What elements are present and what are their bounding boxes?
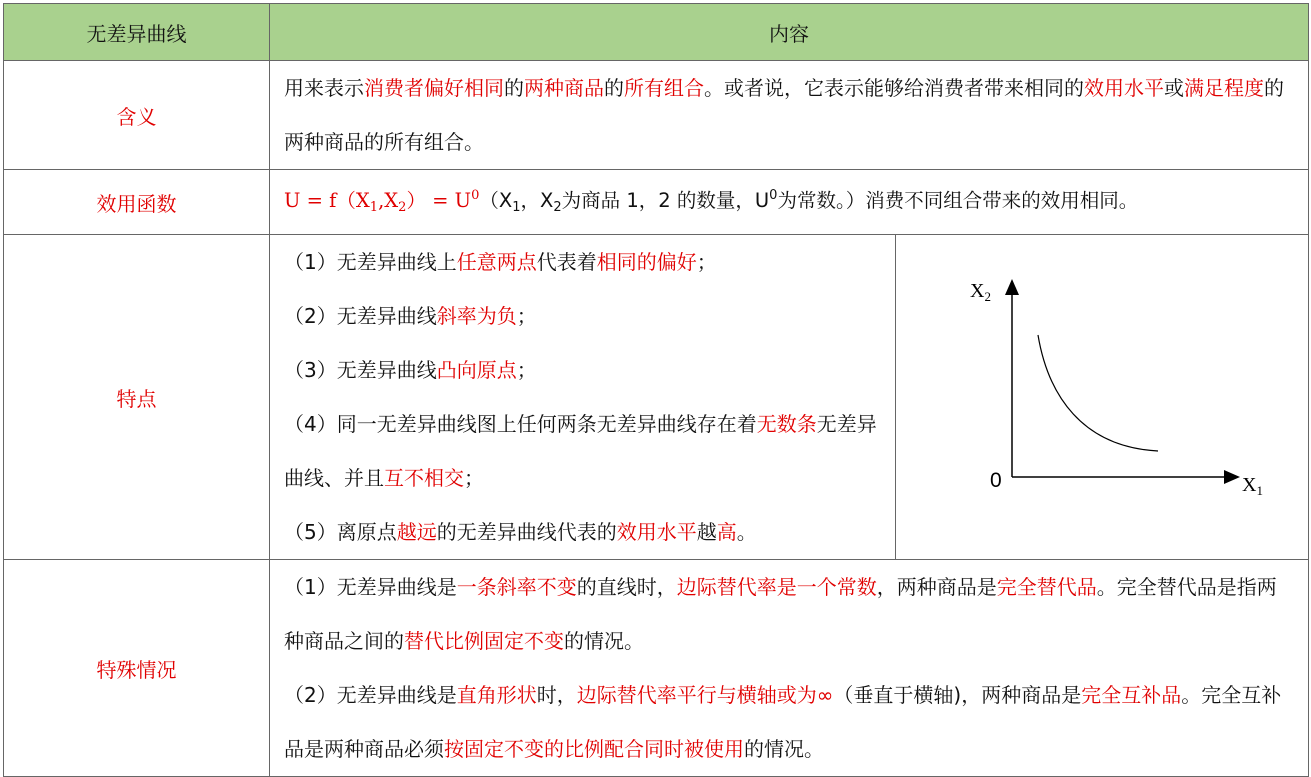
header-row [4,4,1309,61]
meaning-label: 含义 [4,61,270,170]
indifference-curve [1038,335,1158,451]
feature-item-3: （3）无差异曲线凸向原点； [284,358,537,382]
header-col2: 内容 [270,4,1309,61]
row-special [4,560,1309,777]
row-meaning [4,61,1309,170]
special-content [270,560,1309,777]
row-utility [4,170,1309,235]
x-axis-label: $X_1$ [1242,473,1263,498]
indifference-curve-graph-cell [896,235,1309,560]
meaning-content: 用来表示消费者偏好相同的两种商品的所有组合。或者说，它表示能够给消费者带来相同的效用水平或满足程度的两种商品的所有组合。 [270,61,1309,170]
indifference-curve-table [3,3,1309,777]
feature-item-5: （5）离原点越远的无差异曲线代表的效用水平越高。 [284,520,757,544]
row-features [4,235,1309,560]
indifference-curve-graph [952,265,1263,525]
utility-content: $U = f(X_1,X_2) = U^0(X_1$，$X_2$为商品 1，2 的数量，$U^0$为常数。）消费不同组合带来的效用相同。 [270,170,1309,235]
features-label: 特点 [4,235,270,560]
special-para-2: （2）无差异曲线是直角形状时，边际替代率平行与横轴或为∞（垂直于横轴)，两种商品是完全互补品。完全互补品是两种商品必须按固定不变的比例配合同时被使用的情况。 [284,683,1282,761]
y-axis-label: $X_2$ [970,279,991,304]
feature-item-2: （2）无差异曲线斜率为负； [284,304,537,328]
feature-item-1: （1）无差异曲线上任意两点代表着相同的偏好； [284,250,717,274]
special-para-1: （1）无差异曲线是一条斜率不变的直线时，边际替代率是一个常数，两种商品是完全替代品。完全替代品是指两种商品之间的替代比例固定不变的情况。 [284,575,1277,653]
features-content [270,235,896,560]
header-col1: 无差异曲线 [4,4,270,61]
utility-formula: $U = f(X_1,X_2) = U^0$ [284,188,480,215]
origin-label: 0 [990,468,1002,492]
special-label: 特殊情况 [4,560,270,777]
feature-item-4: （4）同一无差异曲线图上任何两条无差异曲线存在着无数条无差异曲线、并且互不相交； [284,412,877,490]
utility-label: 效用函数 [4,170,270,235]
y-axis-arrow [1005,279,1019,295]
x-axis-arrow [1224,470,1240,484]
